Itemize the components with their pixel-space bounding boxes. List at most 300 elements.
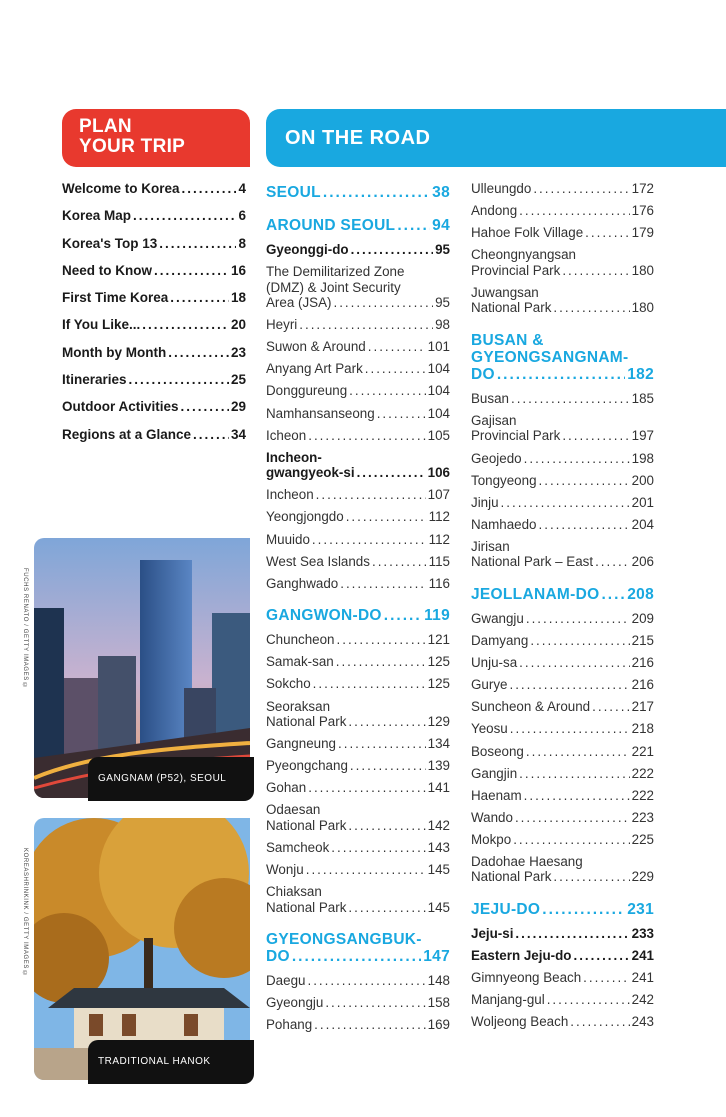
toc-entry-label-line: (DMZ) & Joint Security: [266, 279, 401, 295]
leader-dots: [542, 901, 625, 918]
toc-page-number: 104: [427, 383, 450, 399]
toc-entry: [471, 611, 654, 627]
toc-page-number: 112: [428, 509, 450, 525]
leader-dots: [377, 406, 426, 422]
leader-dots: [346, 509, 427, 525]
toc-entry: [266, 654, 450, 670]
toc-entry: [266, 487, 450, 503]
photo-caption-hanok: [88, 1040, 254, 1084]
leader-dots: [308, 780, 425, 796]
toc-page-number: 116: [428, 575, 450, 591]
plan-banner-line-1: PLAN: [79, 116, 132, 137]
leader-dots: [524, 451, 630, 467]
toc-entry-label: Gwangju: [471, 610, 524, 626]
toc-entry: [471, 495, 654, 511]
toc-entry-label: Unju-sa: [471, 655, 518, 671]
toc-page-number: 125: [427, 676, 450, 692]
toc-entry-label-line: Incheon-: [266, 449, 322, 465]
toc-entry: [266, 428, 450, 444]
toc-entry-label: Wando: [471, 809, 513, 825]
leader-dots: [337, 632, 426, 648]
toc-page-number: 209: [631, 610, 654, 626]
toc-entry-label: National Park: [266, 899, 347, 915]
leader-dots: [592, 699, 630, 715]
toc-entry-label: Tongyeong: [471, 472, 537, 488]
leader-dots: [333, 295, 433, 311]
leader-dots: [365, 361, 426, 377]
toc-entry-label: Haenam: [471, 787, 522, 803]
toc-entry: [471, 181, 654, 197]
toc-entry-label: Busan: [471, 390, 509, 406]
leader-dots: [501, 495, 630, 511]
toc-page-number: 216: [631, 677, 654, 693]
toc-page-number: 142: [427, 817, 450, 833]
toc-entry-label: West Sea Islands: [266, 553, 370, 569]
toc-entry-label: Mokpo: [471, 831, 512, 847]
toc-entry-label: National Park: [266, 817, 347, 833]
toc-entry-label: Gyeonggi-do: [266, 242, 349, 257]
leader-dots: [351, 242, 434, 258]
toc-entry-label: Samak-san: [266, 654, 334, 670]
leader-dots: [372, 554, 427, 570]
toc-page-number: 25: [230, 372, 246, 388]
toc-page-number: 95: [435, 295, 450, 311]
leader-dots: [539, 517, 630, 533]
leader-dots: [340, 576, 426, 592]
caption-text-hanok: TRADITIONAL HANOK: [98, 1056, 211, 1067]
toc-page-number: 201: [631, 494, 654, 510]
toc-page-number: 197: [631, 428, 654, 444]
leader-dots: [181, 399, 229, 414]
leader-dots: [349, 383, 426, 399]
toc-entry-label: Namhaedo: [471, 516, 537, 532]
toc-page-number: 18: [230, 290, 246, 306]
toc-entry: [471, 926, 654, 942]
toc-entry-label: Outdoor Activities: [62, 399, 179, 415]
toc-entry: [471, 788, 654, 804]
toc-entry: [471, 539, 654, 570]
toc-page-number: 105: [427, 427, 450, 443]
plan-trip-item: [62, 290, 246, 317]
leader-dots: [553, 300, 629, 316]
toc-page-number: 38: [432, 184, 450, 201]
toc-page-number: 139: [427, 758, 450, 774]
toc-page-number: 20: [230, 317, 246, 333]
toc-section-heading: [266, 184, 450, 201]
toc-entry: [266, 264, 450, 311]
toc-page-number: 145: [427, 862, 450, 878]
toc-entry-label: Korea's Top 13: [62, 235, 158, 251]
toc-entry-label: Need to Know: [62, 262, 152, 278]
toc-page-number: 147: [423, 948, 450, 966]
plan-trip-item: [62, 263, 246, 290]
toc-page-number: 106: [427, 465, 450, 481]
toc-entry-label: Chuncheon: [266, 632, 335, 648]
photo-credit-gangnam: FUCHS RENATO / GETTY IMAGES ©: [22, 568, 28, 690]
toc-section-heading: [471, 332, 654, 383]
toc-page-number: 233: [631, 925, 654, 941]
leader-dots: [497, 366, 625, 383]
toc-entry-label: Wonju: [266, 862, 304, 878]
toc-entry-label-line: BUSAN &: [471, 331, 544, 349]
leader-dots: [316, 487, 426, 503]
toc-page-number: 179: [631, 225, 654, 241]
toc-page-number: 16: [230, 262, 246, 278]
leader-dots: [547, 992, 630, 1008]
leader-dots: [573, 948, 629, 964]
leader-dots: [133, 208, 236, 223]
toc-page-number: 206: [631, 554, 654, 570]
toc-entry-label-line: Juwangsan: [471, 284, 539, 300]
toc-entry-label: Damyang: [471, 633, 529, 649]
leader-dots: [348, 818, 425, 834]
leader-dots: [325, 995, 425, 1011]
leader-dots: [159, 236, 236, 251]
toc-entry: [266, 995, 450, 1011]
toc-entry: [266, 406, 450, 422]
toc-entry-label: Itineraries: [62, 372, 127, 388]
toc-entry-label: Geojedo: [471, 450, 522, 466]
toc-entry: [471, 285, 654, 316]
toc-entry-label-line: Gajisan: [471, 412, 517, 428]
toc-page-number: 241: [631, 970, 654, 986]
toc-page-number: 115: [428, 553, 450, 569]
toc-page-number: 95: [435, 242, 450, 257]
toc-entry: [471, 413, 654, 444]
plan-your-trip-banner: [62, 109, 250, 167]
leader-dots: [513, 832, 629, 848]
toc-entry: [266, 1017, 450, 1033]
plan-trip-item: [62, 181, 246, 208]
leader-dots: [397, 217, 430, 234]
toc-entry-label: Donggureung: [266, 383, 348, 399]
leader-dots: [526, 744, 630, 760]
toc-entry-label: Provincial Park: [471, 428, 561, 444]
toc-entry: [266, 699, 450, 730]
leader-dots: [570, 1014, 629, 1030]
leader-dots: [583, 970, 629, 986]
toc-entry-label: gwangyeok-si: [266, 465, 355, 481]
leader-dots: [553, 869, 629, 885]
leader-dots: [323, 184, 430, 201]
toc-entry-label: Incheon: [266, 487, 314, 503]
toc-page-number: 94: [432, 217, 450, 234]
toc-entry: [471, 677, 654, 693]
toc-section-heading: [266, 931, 450, 965]
toc-page-number: 223: [631, 809, 654, 825]
toc-page-number: 134: [427, 736, 450, 752]
toc-page-number: 208: [627, 585, 654, 603]
toc-page-number: 241: [631, 948, 654, 964]
leader-dots: [533, 181, 629, 197]
toc-page-number: 145: [427, 899, 450, 915]
toc-entry-label: GANGWON-DO: [266, 607, 382, 625]
plan-trip-item: [62, 372, 246, 399]
toc-entry: [471, 992, 654, 1008]
toc-page-number: 158: [427, 995, 450, 1011]
toc-page-number: 34: [230, 426, 246, 442]
leader-dots: [595, 554, 630, 570]
toc-entry-label: Jinju: [471, 494, 499, 510]
toc-page-number: 112: [428, 531, 450, 547]
toc-entry: [266, 758, 450, 774]
leader-dots: [154, 263, 229, 278]
leader-dots: [170, 290, 229, 305]
leader-dots: [314, 1017, 425, 1033]
toc-entry-label: AROUND SEOUL: [266, 217, 396, 234]
toc-entry-label: Ulleungdo: [471, 181, 532, 196]
leader-dots: [350, 758, 426, 774]
toc-entry-label: First Time Korea: [62, 290, 169, 306]
plan-banner-line-2: YOUR TRIP: [79, 136, 186, 157]
toc-page-number: 185: [631, 390, 654, 406]
toc-page-number: 172: [631, 181, 654, 196]
toc-section-heading: [266, 607, 450, 624]
toc-entry: [266, 973, 450, 989]
toc-entry: [266, 450, 450, 481]
toc-entry: [471, 744, 654, 760]
toc-entry: [266, 802, 450, 833]
toc-page-number: 215: [631, 633, 654, 649]
toc-entry-label: Pyeongchang: [266, 758, 348, 774]
toc-entry-label: Anyang Art Park: [266, 361, 363, 377]
toc-entry-label: Yeosu: [471, 721, 508, 737]
leader-dots: [510, 721, 630, 737]
toc-page-number: 176: [631, 203, 654, 219]
toc-entry-label-line: Jirisan: [471, 538, 510, 554]
toc-page-number: 148: [427, 973, 450, 989]
toc-entry-label: Gimnyeong Beach: [471, 970, 582, 986]
toc-entry-label-line: Cheongnyangsan: [471, 247, 576, 263]
toc-entry: [471, 766, 654, 782]
toc-entry: [471, 1014, 654, 1030]
toc-page-number: 180: [631, 300, 654, 316]
leader-dots: [336, 654, 426, 670]
toc-entry: [266, 509, 450, 525]
toc-page-number: 119: [424, 607, 450, 625]
toc-entry-label-line: Seoraksan: [266, 698, 331, 714]
toc-page-number: 218: [631, 721, 654, 737]
toc-entry-label: National Park – East: [471, 554, 594, 570]
toc-entry-label: Namhansanseong: [266, 405, 375, 421]
leader-dots: [182, 181, 237, 196]
toc-entry-label-line: GYEONGSANGNAM-: [471, 348, 629, 366]
leader-dots: [539, 473, 630, 489]
leader-dots: [313, 676, 426, 692]
on-the-road-column-1: [266, 181, 450, 1039]
toc-entry-label: Samcheok: [266, 839, 330, 855]
toc-page-number: 182: [627, 365, 654, 383]
leader-dots: [348, 900, 425, 916]
toc-entry-label: Gohan: [266, 780, 307, 796]
leader-dots: [331, 840, 425, 856]
toc-page-number: 29: [230, 399, 246, 415]
toc-entry-label: Yeongjongdo: [266, 509, 344, 525]
leader-dots: [562, 428, 629, 444]
toc-page-number: 225: [631, 831, 654, 847]
toc-entry: [471, 247, 654, 278]
toc-entry-label-line: Dadohae Haesang: [471, 853, 583, 869]
toc-entry: [471, 699, 654, 715]
toc-page-number: 141: [427, 780, 450, 796]
toc-entry: [471, 517, 654, 533]
toc-entry-label: DO: [266, 948, 290, 966]
toc-page-number: 243: [631, 1014, 654, 1030]
toc-page-number: 222: [631, 787, 654, 803]
toc-entry-label: Suwon & Around: [266, 339, 366, 355]
toc-entry: [266, 736, 450, 752]
toc-entry-label: If You Like...: [62, 317, 141, 333]
toc-entry: [266, 632, 450, 648]
toc-page-number: 200: [631, 472, 654, 488]
toc-entry: [266, 339, 450, 355]
toc-entry-label: Pohang: [266, 1017, 313, 1033]
leader-dots: [142, 317, 229, 332]
toc-entry-label: Icheon: [266, 427, 307, 443]
leader-dots: [357, 465, 426, 481]
toc-entry-label: National Park: [471, 300, 552, 316]
toc-page-number: 221: [631, 743, 654, 759]
leader-dots: [193, 427, 229, 442]
plan-trip-item: [62, 317, 246, 344]
toc-entry-label: Provincial Park: [471, 262, 561, 278]
toc-entry-label: Eastern Jeju-do: [471, 948, 572, 964]
on-the-road-title: ON THE ROAD: [285, 127, 431, 149]
toc-entry-label: Gangjin: [471, 765, 518, 781]
leader-dots: [601, 586, 625, 603]
toc-page-number: 6: [238, 208, 246, 224]
toc-entry-label: Sokcho: [266, 676, 311, 692]
toc-entry: [471, 948, 654, 964]
toc-page-number: 104: [427, 405, 450, 421]
toc-entry: [266, 317, 450, 333]
toc-page-number: 204: [631, 516, 654, 532]
toc-entry: [471, 854, 654, 885]
toc-entry: [266, 554, 450, 570]
toc-entry: [266, 532, 450, 548]
leader-dots: [562, 263, 629, 279]
toc-page-number: 222: [631, 765, 654, 781]
toc-entry: [266, 862, 450, 878]
photo-caption-gangnam: [88, 757, 254, 801]
leader-dots: [292, 948, 421, 965]
toc-entry: [471, 832, 654, 848]
toc-entry: [266, 884, 450, 915]
toc-entry: [471, 655, 654, 671]
toc-page-number: 242: [631, 992, 654, 1008]
leader-dots: [515, 926, 629, 942]
plan-trip-item: [62, 208, 246, 235]
toc-entry-label-line: GYEONGSANGBUK-: [266, 931, 422, 949]
toc-page-number: 101: [427, 339, 450, 355]
toc-section-heading: [266, 217, 450, 234]
toc-entry-label: JEOLLANAM-DO: [471, 585, 600, 603]
toc-page-number: 217: [631, 699, 654, 715]
on-the-road-column-2: [471, 181, 654, 1036]
leader-dots: [519, 655, 630, 671]
toc-page-number: 125: [427, 654, 450, 670]
toc-entry-label: Gurye: [471, 677, 508, 693]
leader-dots: [168, 345, 229, 360]
toc-page-number: 231: [627, 900, 654, 918]
plan-trip-item: [62, 236, 246, 263]
plan-trip-item: [62, 345, 246, 372]
toc-entry-label: Manjang-gul: [471, 992, 545, 1008]
toc-entry-label: Muuido: [266, 531, 310, 547]
toc-page-number: 104: [427, 361, 450, 377]
caption-text-gangnam: GANGNAM (P52), SEOUL: [98, 773, 227, 784]
toc-entry-label-line: The Demilitarized Zone: [266, 264, 405, 280]
toc-entry-label: Daegu: [266, 973, 306, 989]
toc-entry-label: SEOUL: [266, 184, 321, 201]
toc-entry: [471, 391, 654, 407]
toc-page-number: 180: [631, 262, 654, 278]
leader-dots: [306, 862, 426, 878]
leader-dots: [338, 736, 426, 752]
toc-entry-label-line: Odaesan: [266, 802, 321, 818]
leader-dots: [308, 428, 425, 444]
toc-entry: [471, 970, 654, 986]
toc-entry: [266, 383, 450, 399]
leader-dots: [511, 391, 630, 407]
toc-section-heading: [471, 901, 654, 918]
leader-dots: [348, 714, 425, 730]
leader-dots: [299, 317, 433, 333]
toc-entry: [471, 451, 654, 467]
toc-entry-label: Area (JSA): [266, 295, 332, 311]
toc-entry-label: Boseong: [471, 743, 524, 759]
leader-dots: [509, 677, 629, 693]
toc-page-number: 229: [631, 869, 654, 885]
leader-dots: [519, 766, 630, 782]
leader-dots: [384, 607, 422, 624]
leader-dots: [526, 611, 630, 627]
toc-page-number: 8: [238, 235, 246, 251]
toc-entry-label: Korea Map: [62, 208, 132, 224]
plan-your-trip-list: [62, 181, 246, 454]
toc-entry-label: Gyeongju: [266, 995, 324, 1011]
toc-page-number: 129: [427, 714, 450, 729]
toc-entry-label: National Park: [471, 869, 552, 885]
plan-trip-item: [62, 399, 246, 426]
toc-page-number: 169: [427, 1017, 450, 1033]
toc-entry: [471, 721, 654, 737]
toc-entry: [266, 361, 450, 377]
toc-entry-label: Woljeong Beach: [471, 1014, 569, 1030]
toc-entry-label-line: Chiaksan: [266, 884, 322, 900]
toc-entry-label: Month by Month: [62, 344, 167, 360]
toc-entry: [471, 810, 654, 826]
leader-dots: [368, 339, 426, 355]
toc-entry-label: DO: [471, 365, 495, 383]
toc-entry-label: Heyri: [266, 317, 298, 333]
toc-entry: [471, 203, 654, 219]
toc-page-number: 107: [427, 487, 450, 503]
toc-entry: [266, 576, 450, 592]
leader-dots: [307, 973, 425, 989]
toc-entry-label: Gangneung: [266, 736, 336, 752]
toc-entry-label: Ganghwado: [266, 575, 339, 591]
toc-entry-label: JEJU-DO: [471, 900, 541, 918]
leader-dots: [519, 203, 629, 219]
toc-entry-label: Hahoe Folk Village: [471, 225, 584, 241]
leader-dots: [129, 372, 229, 387]
toc-page-number: 198: [631, 450, 654, 466]
toc-page-number: 121: [427, 632, 450, 648]
toc-entry: [266, 242, 450, 258]
toc-page-number: 143: [427, 839, 450, 855]
toc-entry: [471, 225, 654, 241]
